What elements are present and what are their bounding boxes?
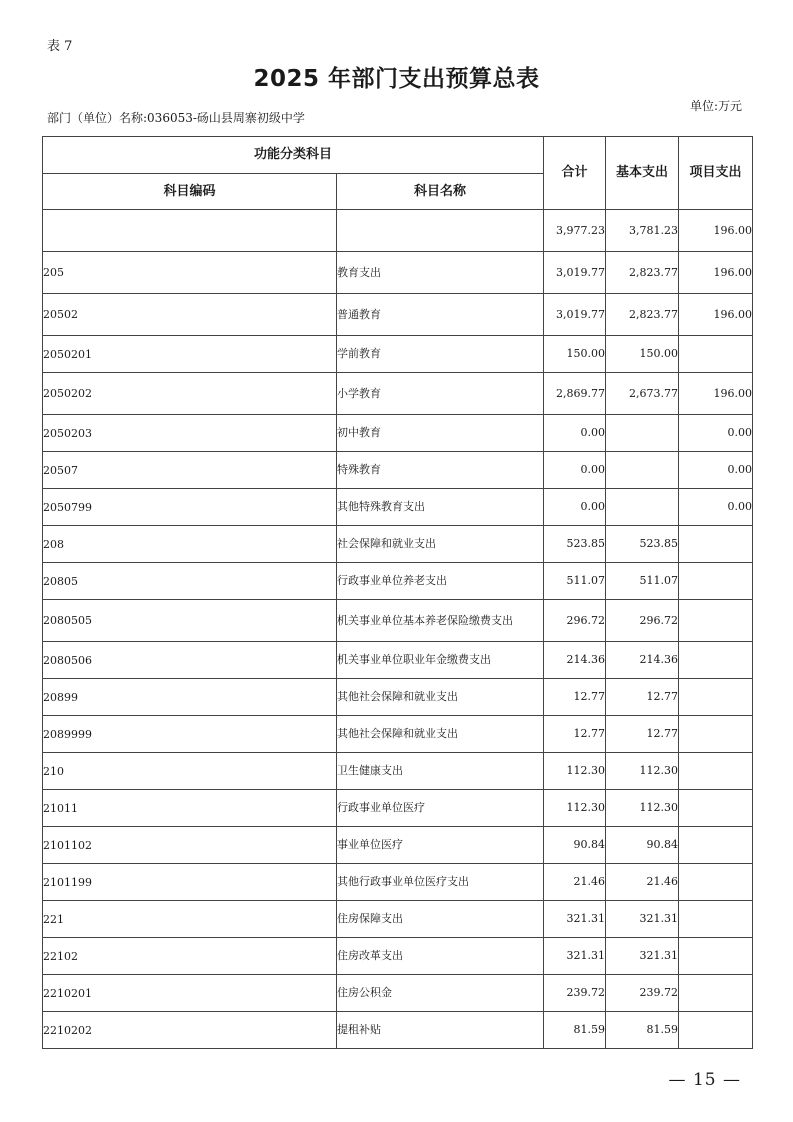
cell-basic bbox=[606, 415, 679, 452]
cell-name: 行政事业单位养老支出 bbox=[337, 563, 544, 600]
cell-name: 其他行政事业单位医疗支出 bbox=[337, 864, 544, 901]
cell-basic: 321.31 bbox=[606, 938, 679, 975]
cell-total: 239.72 bbox=[544, 975, 606, 1012]
table-row bbox=[43, 679, 753, 716]
cell-name: 社会保障和就业支出 bbox=[337, 526, 544, 563]
cell-code: 2101102 bbox=[43, 827, 337, 864]
cell-basic: 150.00 bbox=[606, 336, 679, 373]
cell-total: 3,019.77 bbox=[544, 252, 606, 294]
cell-project: 0.00 bbox=[679, 415, 753, 452]
cell-code: 2210202 bbox=[43, 1012, 337, 1049]
cell-total: 150.00 bbox=[544, 336, 606, 373]
header-row bbox=[43, 137, 753, 174]
cell-code: 208 bbox=[43, 526, 337, 563]
cell-name: 初中教育 bbox=[337, 415, 544, 452]
cell-code: 20805 bbox=[43, 563, 337, 600]
cell-project: 196.00 bbox=[679, 294, 753, 336]
cell-project bbox=[679, 642, 753, 679]
cell-code: 205 bbox=[43, 252, 337, 294]
cell-project bbox=[679, 336, 753, 373]
cell-total: 0.00 bbox=[544, 489, 606, 526]
cell-project bbox=[679, 901, 753, 938]
header-category: 功能分类科目 bbox=[43, 137, 544, 174]
table-row bbox=[43, 415, 753, 452]
cell-code: 2050202 bbox=[43, 373, 337, 415]
cell-basic: 12.77 bbox=[606, 716, 679, 753]
cell-name: 其他社会保障和就业支出 bbox=[337, 679, 544, 716]
cell-name: 其他社会保障和就业支出 bbox=[337, 716, 544, 753]
cell-project bbox=[679, 1012, 753, 1049]
table-body bbox=[43, 210, 753, 1049]
cell-basic: 12.77 bbox=[606, 679, 679, 716]
cell-code: 2050799 bbox=[43, 489, 337, 526]
cell-name: 机关事业单位基本养老保险缴费支出 bbox=[337, 600, 544, 642]
cell-code: 20502 bbox=[43, 294, 337, 336]
cell-name: 普通教育 bbox=[337, 294, 544, 336]
cell-total: 296.72 bbox=[544, 600, 606, 642]
cell-project bbox=[679, 790, 753, 827]
cell-basic: 112.30 bbox=[606, 790, 679, 827]
table-row bbox=[43, 526, 753, 563]
table-row bbox=[43, 210, 753, 252]
table-row bbox=[43, 489, 753, 526]
cell-name bbox=[337, 210, 544, 252]
cell-total: 112.30 bbox=[544, 790, 606, 827]
cell-project: 0.00 bbox=[679, 452, 753, 489]
cell-project bbox=[679, 563, 753, 600]
cell-basic: 2,823.77 bbox=[606, 294, 679, 336]
cell-name: 住房公积金 bbox=[337, 975, 544, 1012]
cell-basic: 523.85 bbox=[606, 526, 679, 563]
cell-code: 221 bbox=[43, 901, 337, 938]
cell-total: 2,869.77 bbox=[544, 373, 606, 415]
department-name: 部门（单位）名称:036053-砀山县周寨初级中学 bbox=[47, 111, 305, 125]
cell-project bbox=[679, 600, 753, 642]
cell-name: 事业单位医疗 bbox=[337, 827, 544, 864]
cell-name: 特殊教育 bbox=[337, 452, 544, 489]
cell-code: 20507 bbox=[43, 452, 337, 489]
table-row bbox=[43, 975, 753, 1012]
cell-basic bbox=[606, 452, 679, 489]
unit-label: 单位:万元 bbox=[690, 99, 743, 113]
cell-code: 2101199 bbox=[43, 864, 337, 901]
cell-name: 住房改革支出 bbox=[337, 938, 544, 975]
header-name: 科目名称 bbox=[337, 174, 544, 210]
cell-code: 2050203 bbox=[43, 415, 337, 452]
cell-name: 教育支出 bbox=[337, 252, 544, 294]
cell-project bbox=[679, 716, 753, 753]
cell-project: 196.00 bbox=[679, 252, 753, 294]
table-row bbox=[43, 753, 753, 790]
cell-code: 2089999 bbox=[43, 716, 337, 753]
cell-basic bbox=[606, 489, 679, 526]
cell-project: 0.00 bbox=[679, 489, 753, 526]
table-row bbox=[43, 373, 753, 415]
cell-basic: 112.30 bbox=[606, 753, 679, 790]
cell-total: 0.00 bbox=[544, 415, 606, 452]
cell-project bbox=[679, 975, 753, 1012]
budget-table bbox=[42, 136, 753, 1049]
cell-total: 12.77 bbox=[544, 679, 606, 716]
table-row bbox=[43, 563, 753, 600]
cell-code: 20899 bbox=[43, 679, 337, 716]
cell-name: 学前教育 bbox=[337, 336, 544, 373]
cell-project bbox=[679, 864, 753, 901]
cell-code: 2080505 bbox=[43, 600, 337, 642]
cell-total: 90.84 bbox=[544, 827, 606, 864]
cell-project: 196.00 bbox=[679, 210, 753, 252]
table-row bbox=[43, 1012, 753, 1049]
cell-total: 3,019.77 bbox=[544, 294, 606, 336]
cell-basic: 2,673.77 bbox=[606, 373, 679, 415]
cell-basic: 2,823.77 bbox=[606, 252, 679, 294]
table-row bbox=[43, 864, 753, 901]
table-row bbox=[43, 252, 753, 294]
cell-basic: 296.72 bbox=[606, 600, 679, 642]
table-row bbox=[43, 336, 753, 373]
cell-basic: 3,781.23 bbox=[606, 210, 679, 252]
cell-total: 12.77 bbox=[544, 716, 606, 753]
table-row bbox=[43, 642, 753, 679]
page-title: 2025 年部门支出预算总表 bbox=[253, 66, 540, 92]
cell-basic: 81.59 bbox=[606, 1012, 679, 1049]
table-row bbox=[43, 827, 753, 864]
header-total: 合计 bbox=[544, 137, 606, 210]
table-row bbox=[43, 716, 753, 753]
cell-code: 22102 bbox=[43, 938, 337, 975]
cell-basic: 21.46 bbox=[606, 864, 679, 901]
cell-basic: 214.36 bbox=[606, 642, 679, 679]
cell-total: 0.00 bbox=[544, 452, 606, 489]
table-row bbox=[43, 600, 753, 642]
cell-name: 其他特殊教育支出 bbox=[337, 489, 544, 526]
cell-project bbox=[679, 938, 753, 975]
cell-name: 机关事业单位职业年金缴费支出 bbox=[337, 642, 544, 679]
cell-total: 321.31 bbox=[544, 938, 606, 975]
table-row bbox=[43, 294, 753, 336]
table-row bbox=[43, 452, 753, 489]
cell-code: 2080506 bbox=[43, 642, 337, 679]
cell-code bbox=[43, 210, 337, 252]
cell-name: 提租补贴 bbox=[337, 1012, 544, 1049]
cell-total: 81.59 bbox=[544, 1012, 606, 1049]
page-number: — 15 — bbox=[668, 1070, 741, 1090]
cell-name: 住房保障支出 bbox=[337, 901, 544, 938]
cell-code: 2050201 bbox=[43, 336, 337, 373]
table-row bbox=[43, 790, 753, 827]
header-project: 项目支出 bbox=[679, 137, 753, 210]
cell-total: 321.31 bbox=[544, 901, 606, 938]
cell-basic: 239.72 bbox=[606, 975, 679, 1012]
cell-basic: 321.31 bbox=[606, 901, 679, 938]
cell-total: 511.07 bbox=[544, 563, 606, 600]
cell-project bbox=[679, 679, 753, 716]
table-row bbox=[43, 901, 753, 938]
cell-total: 112.30 bbox=[544, 753, 606, 790]
cell-project: 196.00 bbox=[679, 373, 753, 415]
table-number: 表 7 bbox=[47, 39, 73, 54]
cell-code: 21011 bbox=[43, 790, 337, 827]
cell-basic: 90.84 bbox=[606, 827, 679, 864]
cell-code: 210 bbox=[43, 753, 337, 790]
header-basic: 基本支出 bbox=[606, 137, 679, 210]
cell-project bbox=[679, 827, 753, 864]
cell-basic: 511.07 bbox=[606, 563, 679, 600]
cell-total: 214.36 bbox=[544, 642, 606, 679]
cell-name: 小学教育 bbox=[337, 373, 544, 415]
cell-total: 523.85 bbox=[544, 526, 606, 563]
cell-project bbox=[679, 753, 753, 790]
cell-total: 21.46 bbox=[544, 864, 606, 901]
cell-total: 3,977.23 bbox=[544, 210, 606, 252]
cell-name: 卫生健康支出 bbox=[337, 753, 544, 790]
cell-project bbox=[679, 526, 753, 563]
header-code: 科目编码 bbox=[43, 174, 337, 210]
table-row bbox=[43, 938, 753, 975]
cell-name: 行政事业单位医疗 bbox=[337, 790, 544, 827]
cell-code: 2210201 bbox=[43, 975, 337, 1012]
